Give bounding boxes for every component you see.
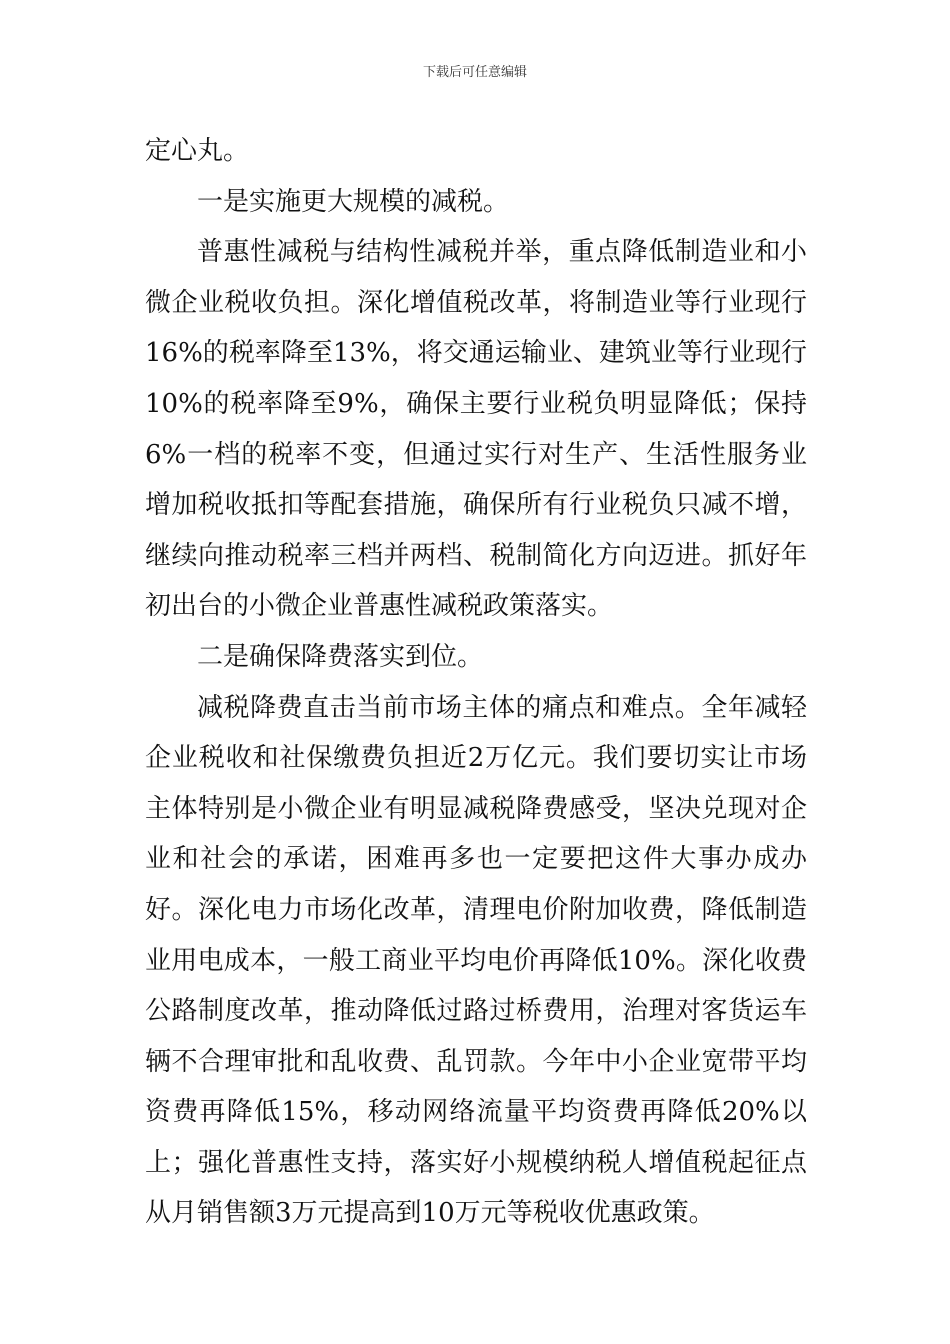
paragraph-2: 一是实施更大规模的减税。 <box>197 186 510 217</box>
page-header: 下载后可任意编辑 <box>422 65 527 80</box>
document-body <box>145 126 807 1239</box>
paragraph-4: 二是确保降费落实到位。 <box>197 641 484 672</box>
paragraph-3: 普惠性减税与结构性减税并举，重点降低制造业和小微企业税收负担。深化增值税改革，将制造业等行业现行16%的税率降至13%，将交通运输业、建筑业等行业现行10%的税率降至9%，确保主要行业税负明显降低；保持6%一档的税率不变，但通过实行对生产、生活性服务业增加税收抵扣等配套措施，确保所有行业税负只减不增，继续向推动税率三档并两档、税制简化方向迈进。抓好年初出台的小微企业普惠性减税政策落实。 <box>145 237 807 622</box>
paragraph-5: 减税降费直击当前市场主体的痛点和难点。全年减轻企业税收和社保缴费负担近2万亿元。我们要切实让市场主体特别是小微企业有明显减税降费感受，坚决兑现对企业和社会的承诺，困难再多也一定要把这件大事办成办好。深化电力市场化改革，清理电价附加收费，降低制造业用电成本，一般工商业平均电价再降低10%。深化收费公路制度改革，推动降低过路过桥费用，治理对客货运车辆不合理审批和乱收费、乱罚款。今年中小企业宽带平均资费再降低15%，移动网络流量平均资费再降低20%以上；强化普惠性支持，落实好小规模纳税人增值税起征点从月销售额3万元提高到10万元等税收优惠政策。 <box>145 692 807 1229</box>
paragraph-1: 定心丸。 <box>145 136 250 166</box>
